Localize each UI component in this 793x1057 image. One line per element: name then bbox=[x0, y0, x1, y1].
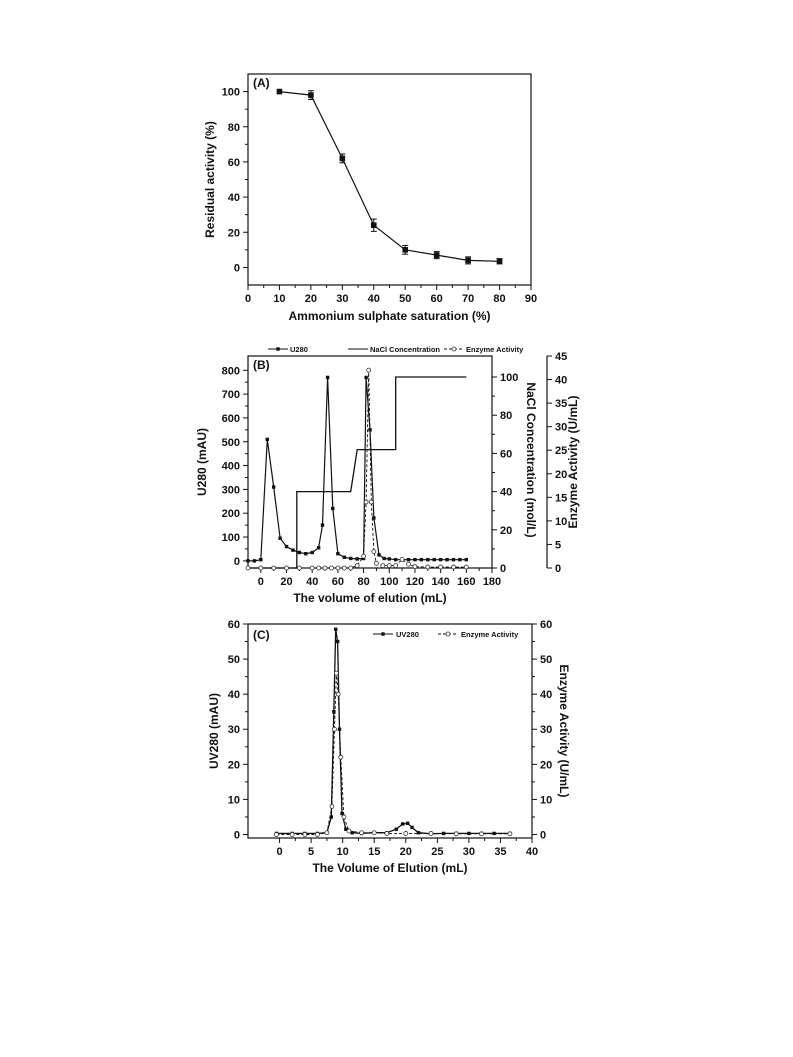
u280-line bbox=[248, 377, 466, 561]
enzyme-point bbox=[381, 564, 385, 568]
y-tick-label: 100 bbox=[221, 86, 240, 99]
enzyme-point bbox=[347, 829, 351, 833]
legend-swatch-marker bbox=[446, 632, 450, 636]
enzyme-point bbox=[464, 565, 468, 569]
enzyme-point bbox=[332, 727, 336, 731]
y-tick-label: 80 bbox=[500, 410, 513, 423]
data-point bbox=[465, 258, 471, 264]
u280-point bbox=[331, 507, 334, 510]
enzyme-point bbox=[336, 566, 340, 570]
x-tick-label: 5 bbox=[308, 846, 315, 858]
enzyme-point bbox=[323, 566, 327, 570]
y-tick-label: 30 bbox=[555, 421, 568, 434]
u280-point bbox=[364, 376, 367, 379]
x-tick-label: 30 bbox=[462, 846, 476, 858]
y-tick-label: 40 bbox=[500, 486, 513, 499]
y-axis-label: U280 (mAU) bbox=[195, 427, 209, 497]
y-tick-label: 0 bbox=[555, 563, 562, 575]
x-tick-label: 50 bbox=[399, 293, 412, 305]
enzyme-point bbox=[429, 831, 433, 835]
y-tick-label: 0 bbox=[233, 555, 240, 568]
enzyme-point bbox=[272, 566, 276, 570]
enzyme-point bbox=[329, 566, 333, 570]
u280-point bbox=[377, 553, 380, 556]
x-axis-label: The Volume of Elution (mL) bbox=[312, 861, 468, 875]
right-inner-axis-label: NaCl Concentration (mol/L) bbox=[524, 382, 538, 538]
enzyme-point bbox=[259, 566, 263, 570]
enzyme-point bbox=[303, 832, 307, 836]
y-tick-label: 100 bbox=[221, 532, 240, 545]
uv280-point bbox=[406, 822, 409, 825]
enzyme-point bbox=[336, 692, 340, 696]
u280-point bbox=[278, 537, 281, 540]
u280-point bbox=[343, 556, 346, 559]
u280-point bbox=[326, 376, 329, 379]
uv280-point bbox=[417, 831, 420, 834]
y-tick-label: 100 bbox=[500, 372, 519, 385]
u280-point bbox=[426, 558, 429, 561]
y-tick-label: 10 bbox=[540, 794, 553, 807]
y-tick-label: 0 bbox=[540, 829, 547, 842]
u280-point bbox=[407, 558, 410, 561]
y-tick-label: 40 bbox=[227, 689, 240, 702]
enzyme-point bbox=[364, 500, 368, 504]
enzyme-point bbox=[387, 564, 391, 568]
data-point bbox=[371, 222, 377, 228]
enzyme-point bbox=[385, 831, 389, 835]
uv280-line bbox=[276, 629, 510, 834]
x-tick-label: 35 bbox=[494, 846, 507, 858]
u280-point bbox=[321, 523, 324, 526]
enzyme-point bbox=[339, 755, 343, 759]
data-point bbox=[340, 156, 346, 162]
enzyme-point bbox=[297, 566, 301, 570]
y-tick-label: 35 bbox=[555, 398, 568, 411]
u280-point bbox=[445, 558, 448, 561]
u280-point bbox=[272, 485, 275, 488]
u280-point bbox=[317, 546, 320, 549]
y-axis-label: UV280 (mAU) bbox=[207, 692, 221, 770]
enzyme-point bbox=[480, 832, 484, 836]
data-point bbox=[308, 92, 314, 98]
u280-point bbox=[413, 558, 416, 561]
y-tick-label: 0 bbox=[233, 829, 240, 842]
plot-frame bbox=[248, 624, 532, 838]
x-tick-label: 80 bbox=[493, 293, 506, 305]
y-tick-label: 20 bbox=[540, 759, 553, 772]
enzyme-point bbox=[454, 832, 458, 836]
y-tick-label: 25 bbox=[555, 445, 568, 458]
plot-frame bbox=[248, 74, 531, 285]
u280-point bbox=[382, 557, 385, 560]
y-tick-label: 200 bbox=[221, 508, 240, 521]
y-tick-label: 60 bbox=[227, 156, 240, 169]
u280-point bbox=[259, 558, 262, 561]
x-axis-label: The volume of elution (mL) bbox=[293, 591, 447, 605]
legend-label: U280 bbox=[290, 345, 308, 354]
x-tick-label: 40 bbox=[306, 576, 319, 588]
y-tick-label: 10 bbox=[555, 515, 568, 528]
uv280-point bbox=[336, 640, 339, 643]
enzyme-point bbox=[290, 832, 294, 836]
y-tick-label: 60 bbox=[500, 448, 513, 461]
x-tick-label: 20 bbox=[280, 576, 293, 588]
u280-point bbox=[266, 438, 269, 441]
u280-point bbox=[311, 551, 314, 554]
enzyme-point bbox=[342, 566, 346, 570]
y-tick-label: 5 bbox=[555, 539, 562, 552]
enzyme-point bbox=[246, 566, 250, 570]
enzyme-point bbox=[355, 564, 359, 568]
u280-point bbox=[458, 558, 461, 561]
y-tick-label: 300 bbox=[221, 484, 240, 497]
u280-point bbox=[420, 558, 423, 561]
enzyme-point bbox=[394, 564, 398, 568]
u280-point bbox=[388, 557, 391, 560]
x-tick-label: 60 bbox=[430, 293, 443, 305]
x-tick-label: 160 bbox=[457, 576, 476, 588]
enzyme-point bbox=[325, 831, 329, 835]
y-tick-label: 700 bbox=[221, 389, 240, 402]
y-tick-label: 800 bbox=[221, 365, 240, 378]
y-tick-label: 50 bbox=[540, 654, 553, 667]
x-tick-label: 80 bbox=[357, 576, 370, 588]
legend-swatch-marker bbox=[381, 632, 384, 635]
x-tick-label: 15 bbox=[368, 846, 381, 858]
x-tick-label: 10 bbox=[336, 846, 349, 858]
enzyme-point bbox=[404, 831, 408, 835]
enzyme-point bbox=[374, 561, 378, 565]
enzyme-point bbox=[315, 832, 319, 836]
x-tick-label: 40 bbox=[525, 846, 539, 858]
enzyme-point bbox=[274, 832, 278, 836]
x-tick-label: 10 bbox=[273, 293, 286, 305]
enzyme-point bbox=[317, 566, 321, 570]
y-tick-label: 40 bbox=[540, 689, 553, 702]
u280-point bbox=[394, 558, 397, 561]
x-tick-label: 40 bbox=[367, 293, 380, 305]
enzyme-point bbox=[369, 500, 373, 504]
x-tick-label: 0 bbox=[276, 846, 283, 858]
y-tick-label: 50 bbox=[227, 654, 240, 667]
data-point bbox=[277, 89, 283, 95]
u280-point bbox=[246, 559, 249, 562]
x-tick-label: 30 bbox=[336, 293, 349, 305]
enzyme-point bbox=[367, 368, 371, 372]
data-point bbox=[497, 258, 503, 264]
legend-swatch-marker bbox=[452, 347, 456, 351]
y-tick-label: 30 bbox=[227, 724, 240, 737]
enzyme-point bbox=[360, 831, 364, 835]
data-point bbox=[434, 252, 440, 258]
x-tick-label: 90 bbox=[524, 293, 538, 305]
enzyme-point bbox=[407, 562, 411, 566]
enzyme-point bbox=[334, 671, 338, 675]
y-tick-label: 15 bbox=[555, 492, 568, 505]
x-tick-label: 140 bbox=[431, 576, 450, 588]
enzyme-point bbox=[362, 554, 366, 558]
right-outer-axis-label: Enzyme Activity (U/mL) bbox=[566, 395, 580, 529]
y-tick-label: 60 bbox=[540, 619, 553, 631]
x-tick-label: 180 bbox=[482, 576, 502, 588]
x-tick-label: 20 bbox=[399, 846, 412, 858]
enzyme-line bbox=[276, 673, 510, 834]
enzyme-point bbox=[330, 804, 334, 808]
u280-point bbox=[336, 552, 339, 555]
y-tick-label: 600 bbox=[221, 412, 240, 425]
enzyme-point bbox=[400, 558, 404, 562]
y-tick-label: 20 bbox=[555, 468, 568, 481]
enzyme-point bbox=[285, 566, 289, 570]
y-tick-label: 20 bbox=[227, 759, 240, 772]
u280-point bbox=[349, 557, 352, 560]
enzyme-point bbox=[508, 832, 512, 836]
panel-label: (B) bbox=[253, 358, 270, 372]
enzyme-point bbox=[349, 566, 353, 570]
y-tick-label: 80 bbox=[227, 121, 240, 134]
y-tick-label: 45 bbox=[555, 351, 568, 363]
y-axis-label: Residual activity (%) bbox=[203, 121, 217, 238]
u280-point bbox=[304, 552, 307, 555]
u280-point bbox=[465, 558, 468, 561]
u280-point bbox=[355, 557, 358, 560]
x-tick-label: 60 bbox=[331, 576, 345, 588]
legend-label: UV280 bbox=[396, 630, 419, 639]
plot-frame bbox=[248, 356, 492, 568]
u280-point bbox=[433, 558, 436, 561]
x-axis-label: Ammonium sulphate saturation (%) bbox=[288, 309, 491, 323]
u280-point bbox=[253, 559, 256, 562]
y-tick-label: 500 bbox=[221, 436, 240, 449]
enzyme-point bbox=[451, 565, 455, 569]
panel-label: (A) bbox=[253, 76, 270, 90]
y-tick-label: 10 bbox=[227, 794, 240, 807]
u280-point bbox=[372, 516, 375, 519]
uv280-point bbox=[395, 828, 398, 831]
panel-label: (C) bbox=[253, 628, 270, 642]
legend-label: Enzyme Activity bbox=[466, 345, 524, 354]
enzyme-point bbox=[372, 550, 376, 554]
x-tick-label: 20 bbox=[304, 293, 318, 305]
u280-point bbox=[298, 551, 301, 554]
y-tick-label: 40 bbox=[555, 374, 568, 387]
uv280-point bbox=[410, 826, 413, 829]
x-tick-label: 0 bbox=[244, 293, 252, 305]
x-tick-label: 70 bbox=[461, 293, 475, 305]
x-tick-label: 120 bbox=[405, 576, 425, 588]
y-tick-label: 20 bbox=[500, 524, 513, 537]
enzyme-point bbox=[413, 565, 417, 569]
u280-point bbox=[285, 545, 288, 548]
y-tick-label: 60 bbox=[227, 619, 240, 631]
y-tick-label: 0 bbox=[500, 563, 507, 575]
y-tick-label: 400 bbox=[221, 460, 240, 473]
series-line bbox=[279, 92, 499, 262]
legend-label: NaCl Concentration bbox=[370, 345, 441, 354]
enzyme-point bbox=[310, 566, 314, 570]
u280-point bbox=[439, 558, 442, 561]
y-tick-label: 0 bbox=[233, 262, 240, 275]
enzyme-point bbox=[439, 565, 443, 569]
enzyme-point bbox=[426, 565, 430, 569]
right-axis-label: Enzyme Activity (U/mL) bbox=[557, 664, 571, 798]
legend-swatch-marker bbox=[276, 347, 279, 350]
enzyme-point bbox=[342, 815, 346, 819]
enzyme-point bbox=[372, 831, 376, 835]
data-point bbox=[402, 247, 408, 253]
legend-label: Enzyme Activity bbox=[461, 630, 519, 639]
uv280-point bbox=[334, 628, 337, 631]
uv280-point bbox=[401, 822, 404, 825]
y-tick-label: 30 bbox=[540, 724, 553, 737]
y-tick-label: 20 bbox=[227, 227, 240, 240]
x-tick-label: 100 bbox=[380, 576, 399, 588]
y-tick-label: 40 bbox=[227, 192, 240, 205]
u280-point bbox=[452, 558, 455, 561]
u280-point bbox=[291, 548, 294, 551]
x-tick-label: 25 bbox=[431, 846, 444, 858]
x-tick-label: 0 bbox=[257, 576, 264, 588]
